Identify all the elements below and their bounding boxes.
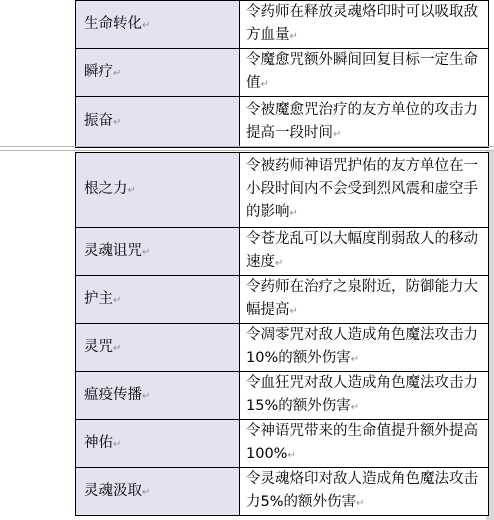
page-break-line [0, 150, 494, 151]
table-row [76, 49, 489, 97]
talent-name: 护主 [84, 290, 113, 307]
table-row [76, 372, 489, 420]
talent-desc: 令魔愈咒额外瞬间回复目标一定生命值 [246, 52, 478, 91]
talent-desc-cell [240, 420, 489, 468]
talent-desc-cell [240, 372, 489, 420]
talent-name-cell [76, 420, 240, 468]
talent-table-top [75, 0, 489, 148]
cell-end-mark: ↵ [113, 67, 122, 79]
table-row [76, 468, 489, 516]
talent-name-cell [76, 153, 240, 228]
talent-desc-cell [240, 97, 489, 148]
cell-end-mark: ↵ [142, 19, 151, 31]
cell-end-mark: ↵ [287, 450, 296, 461]
table-row [76, 97, 489, 148]
table-row [76, 420, 489, 468]
talent-desc-cell [240, 1, 489, 49]
talent-name-cell [76, 276, 240, 324]
talent-name: 生命转化 [84, 15, 142, 32]
talent-desc: 令苍龙乱可以大幅度削弱敌人的移动速度 [246, 231, 478, 270]
page-break-line [0, 146, 494, 147]
talent-name-cell [76, 324, 240, 372]
cell-end-mark: ↵ [142, 486, 151, 498]
cell-end-mark: ↵ [260, 79, 269, 90]
talent-name: 灵魂汲取 [84, 482, 142, 499]
talent-name-cell [76, 228, 240, 276]
talent-desc: 令药师在治疗之泉附近，防御能力大幅提高 [246, 279, 478, 318]
talent-desc: 令血狂咒对敌人造成角色魔法攻击力15%的额外伤害 [246, 375, 478, 414]
cell-end-mark: ↵ [289, 31, 298, 42]
cell-end-mark: ↵ [113, 294, 122, 306]
cell-end-mark: ↵ [142, 390, 151, 402]
table-row [76, 228, 489, 276]
talent-name: 瞬疗 [84, 63, 113, 80]
talent-desc: 令被魔愈咒治疗的友方单位的攻击力提高一段时间 [246, 101, 478, 141]
talent-desc: 令神语咒带来的生命值提升额外提高100% [246, 423, 478, 462]
table-row [76, 1, 489, 49]
talent-name-cell [76, 1, 240, 49]
talent-name: 灵咒 [84, 338, 113, 355]
talent-name: 振奋 [84, 113, 113, 129]
cell-end-mark: ↵ [350, 402, 360, 413]
talent-desc-cell [240, 276, 489, 324]
cell-end-mark: ↵ [113, 438, 122, 450]
cell-end-mark: ↵ [350, 354, 360, 365]
talent-desc-cell [240, 468, 489, 516]
table-row [76, 276, 489, 324]
talent-name: 根之力 [84, 181, 128, 197]
talent-desc-cell [240, 324, 489, 372]
talent-desc: 令凋零咒对敌人造成角色魔法攻击力10%的额外伤害 [246, 327, 478, 366]
cell-end-mark: ↵ [356, 498, 365, 509]
table-row [76, 324, 489, 372]
talent-desc-cell [240, 228, 489, 276]
talent-desc: 令药师在释放灵魂烙印时可以吸取敌方血量 [246, 4, 478, 43]
cell-end-mark: ↵ [289, 306, 298, 317]
talent-name-cell [76, 97, 240, 148]
cell-end-mark: ↵ [113, 117, 122, 128]
talent-table-bottom [75, 152, 489, 516]
cell-end-mark: ↵ [275, 258, 284, 269]
cell-end-mark: ↵ [289, 208, 298, 219]
talent-name: 神佑 [84, 434, 113, 451]
talent-name: 瘟疫传播 [84, 386, 142, 403]
talent-name-cell [76, 372, 240, 420]
talent-desc: 令被药师神语咒护佑的友方单位在一小段时间内不会受到烈风震和虚空手的影响 [246, 158, 478, 220]
talent-desc-cell [240, 153, 489, 228]
cell-end-mark: ↵ [333, 128, 342, 140]
talent-name-cell [76, 49, 240, 97]
table-row [76, 153, 489, 228]
talent-desc-cell [240, 49, 489, 97]
talent-desc: 令灵魂烙印对敌人造成角色魔法攻击力5%的额外伤害 [246, 471, 478, 510]
cell-end-mark: ↵ [113, 342, 122, 354]
talent-name: 灵魂诅咒 [84, 242, 142, 259]
talent-name-cell [76, 468, 240, 516]
cell-end-mark: ↵ [127, 185, 136, 196]
cell-end-mark: ↵ [142, 246, 151, 258]
